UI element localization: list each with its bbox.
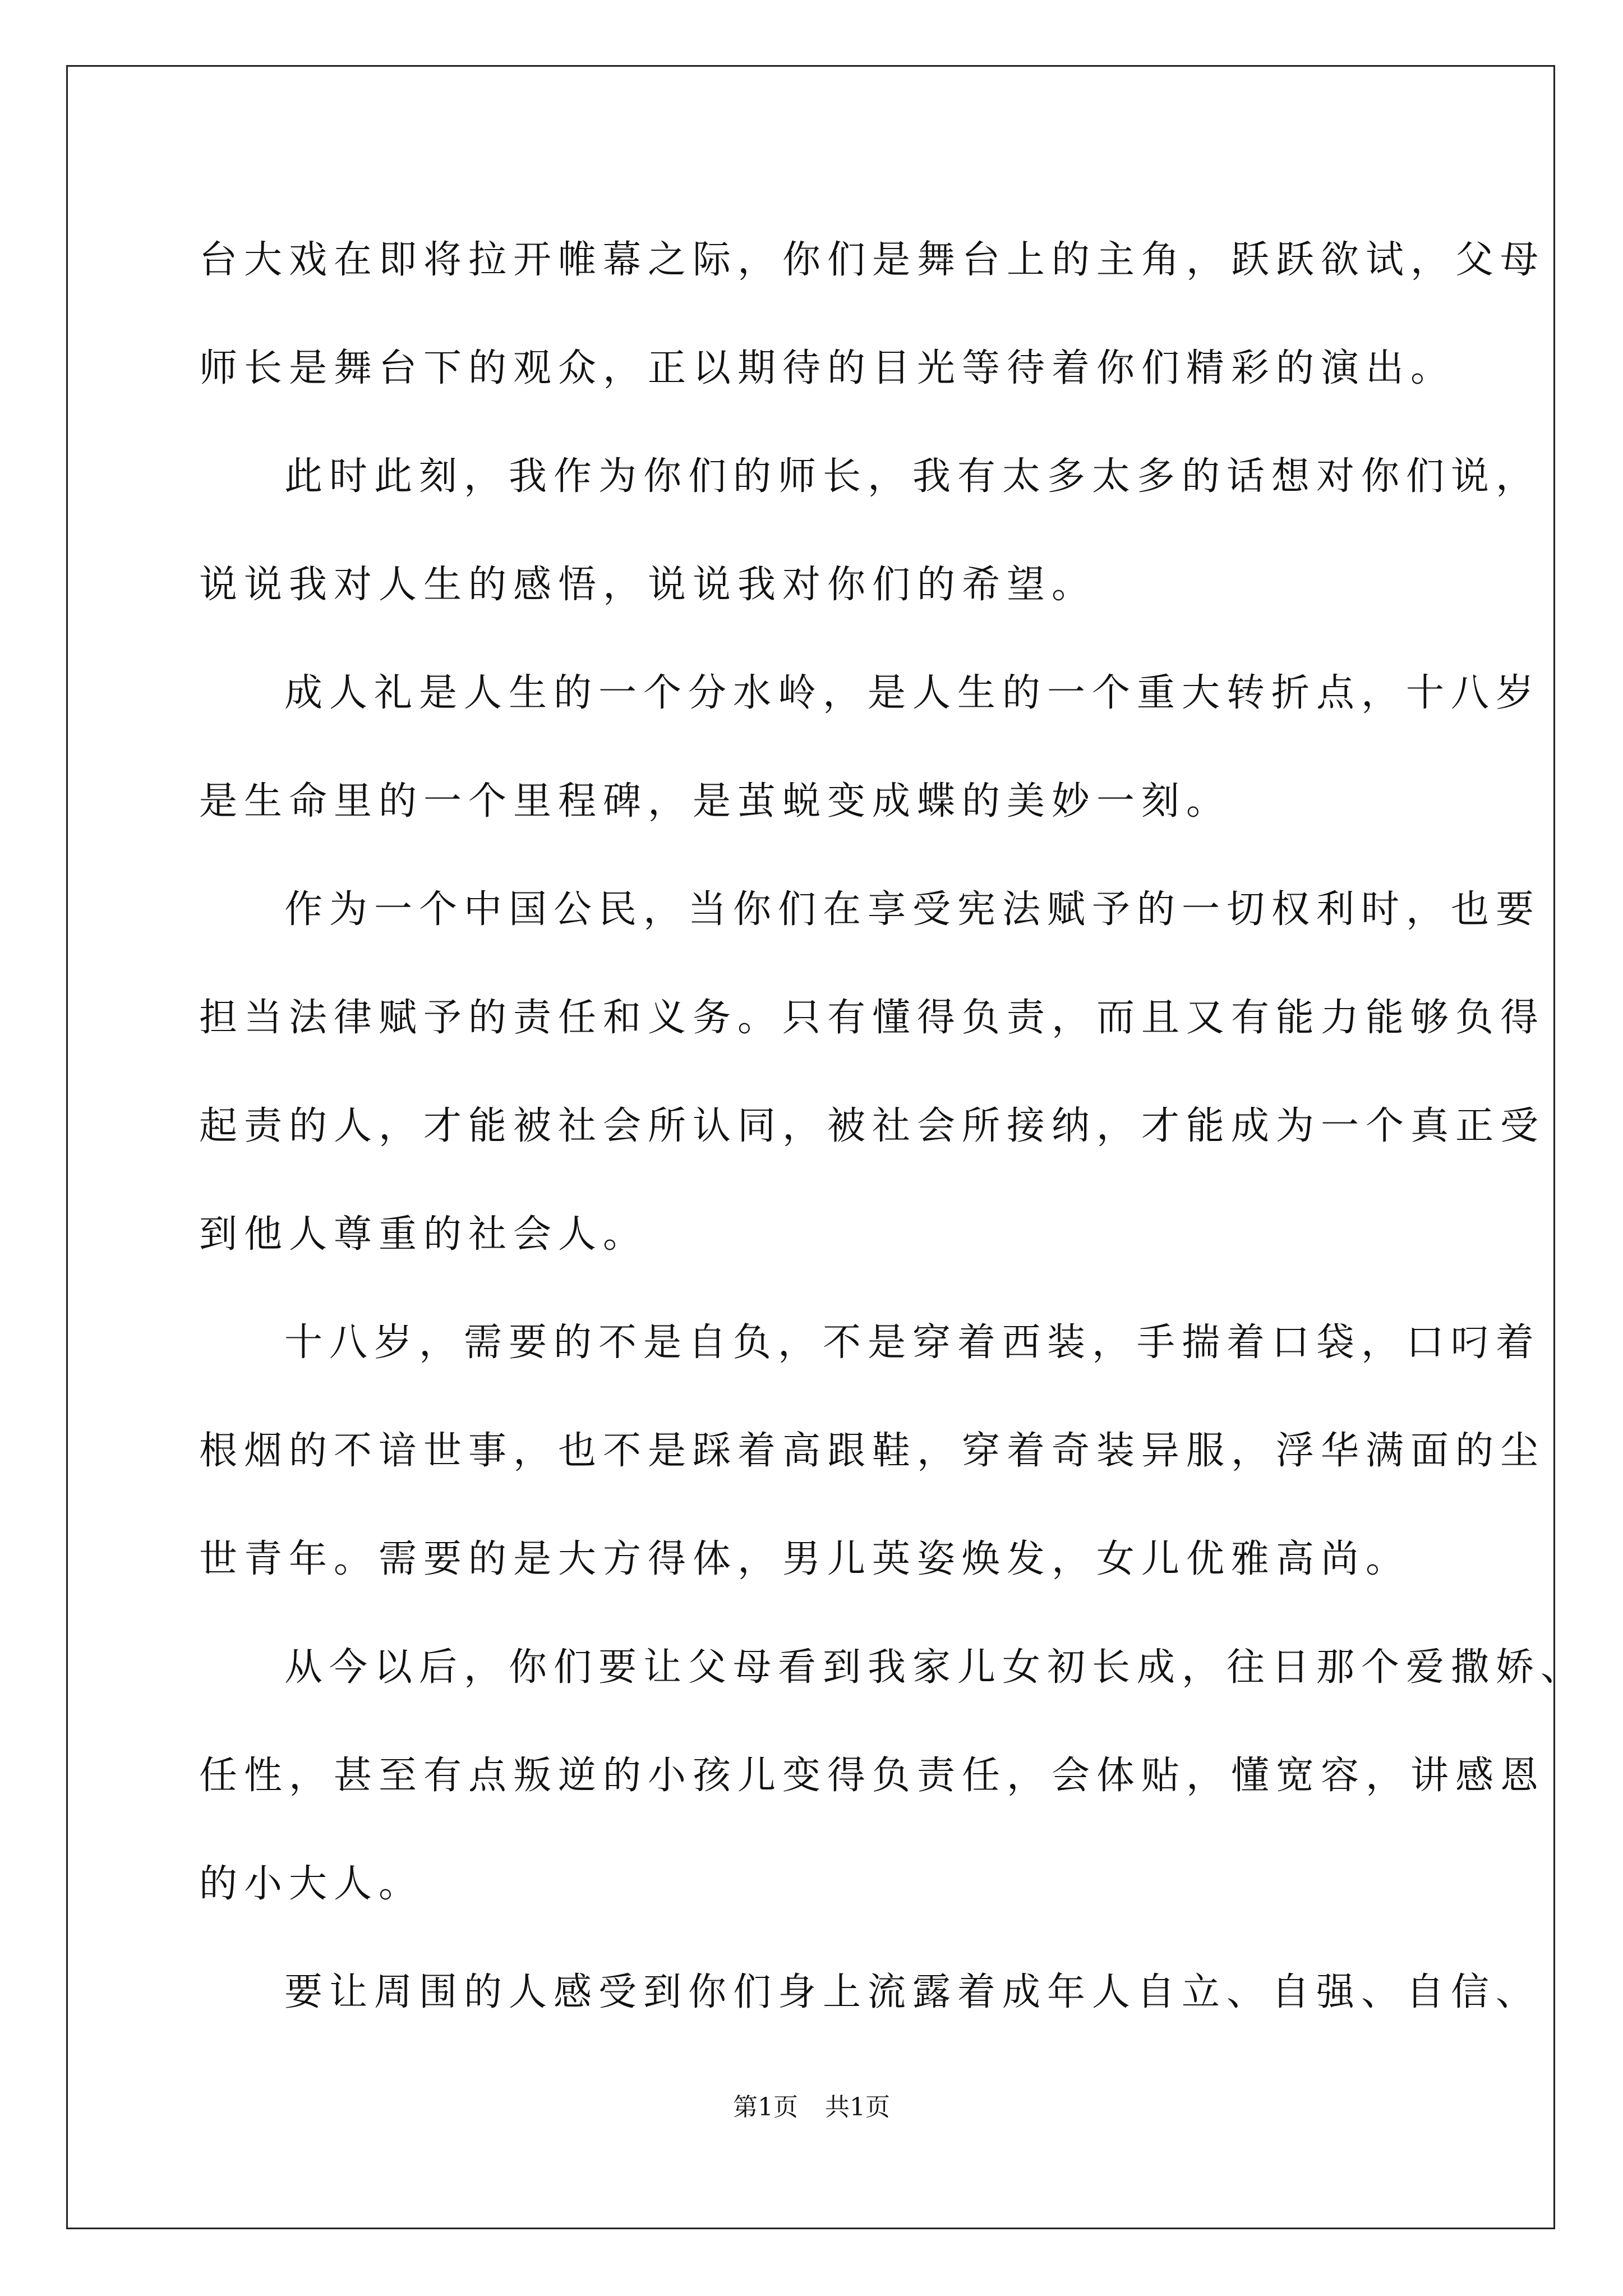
page-footer bbox=[0, 2087, 1623, 2123]
text-line-2: 师长是舞台下的观众，正以期待的目光等待着你们精彩的演出。 bbox=[199, 346, 1456, 390]
text-line-4: 说说我对人生的感悟，说说我对你们的希望。 bbox=[199, 563, 1097, 607]
page-total: 共1页 bbox=[825, 2093, 890, 2122]
text-line-3: 此时此刻，我作为你们的师长，我有太多太多的话想对你们说， bbox=[284, 454, 1541, 499]
document-body bbox=[199, 206, 1586, 2046]
text-line-10: 到他人尊重的社会人。 bbox=[199, 1212, 648, 1257]
text-line-13: 世青年。需要的是大方得体，男儿英姿焕发，女儿优雅高尚。 bbox=[199, 1537, 1411, 1581]
text-line-15: 任性，甚至有点叛逆的小孩儿变得负责任，会体贴，懂宽容，讲感恩 bbox=[199, 1754, 1546, 1798]
text-line-5: 成人礼是人生的一个分水岭，是人生的一个重大转折点，十八岁 bbox=[284, 671, 1541, 715]
page-number: 第1页 bbox=[733, 2093, 798, 2122]
text-line-9: 起责的人，才能被社会所认同，被社会所接纳，才能成为一个真正受 bbox=[199, 1104, 1546, 1148]
text-line-8: 担当法律赋予的责任和义务。只有懂得负责，而且又有能力能够负得 bbox=[199, 996, 1546, 1040]
text-line-11: 十八岁，需要的不是自负，不是穿着西装，手揣着口袋，口叼着 bbox=[284, 1320, 1541, 1365]
text-line-12: 根烟的不谙世事，也不是踩着高跟鞋，穿着奇装异服，浮华满面的尘 bbox=[199, 1429, 1546, 1473]
text-line-14: 从今以后，你们要让父母看到我家儿女初长成，往日那个爱撒娇、 bbox=[284, 1645, 1586, 1690]
text-line-16: 的小大人。 bbox=[199, 1862, 424, 1906]
text-line-17: 要让周围的人感受到你们身上流露着成年人自立、自强、自信、 bbox=[284, 1970, 1541, 2014]
text-line-1: 台大戏在即将拉开帷幕之际，你们是舞台上的主角，跃跃欲试，父母 bbox=[199, 238, 1546, 282]
text-line-7: 作为一个中国公民，当你们在享受宪法赋予的一切权利时，也要 bbox=[284, 887, 1541, 932]
text-line-6: 是生命里的一个里程碑，是茧蜕变成蝶的美妙一刻。 bbox=[199, 779, 1232, 823]
